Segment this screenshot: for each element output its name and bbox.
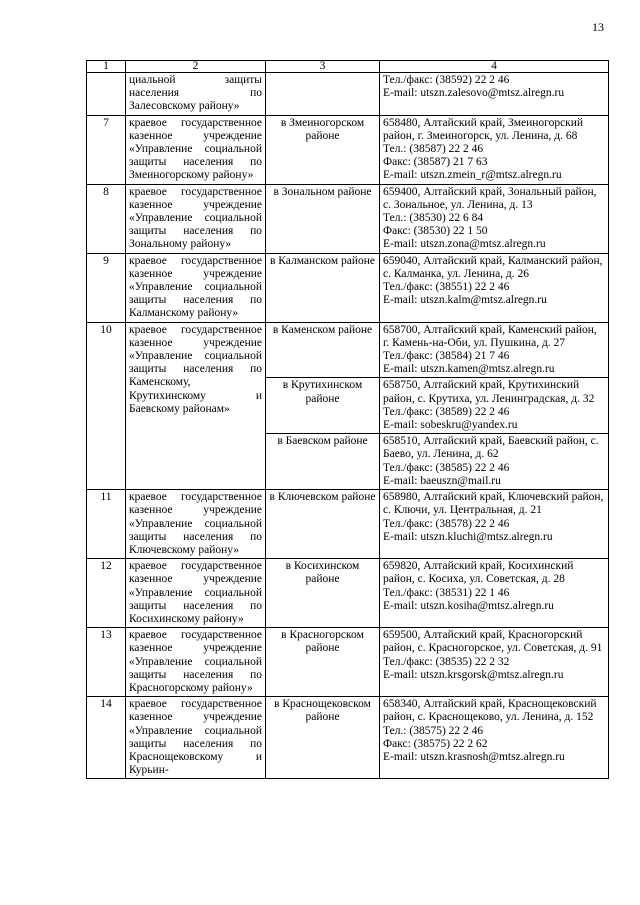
table-row <box>87 184 609 253</box>
contact-cell: Тел./факс: (38592) 22 2 46 E-mail: utszn.zalesovo@mtsz.alregn.ru <box>380 73 609 116</box>
contact-cell: 659500, Алтайский край, Красногорский район, с. Красногорское, ул. Советская, д. 91 Тел./факс: (38535) 22 2 32 E-mail: utszn.krsgorsk@mtsz.alregn.ru <box>380 628 609 697</box>
row-number-cell: 9 <box>87 253 126 322</box>
district-cell: в Краснощековском районе <box>266 697 380 779</box>
organization-cell: краевое государственное казенное учреждение «Управление социальной защиты населения по Краснощековскому и Курьин- <box>126 697 266 779</box>
column-header: 1 <box>87 61 126 73</box>
district-cell: в Змеиногорском районе <box>266 115 380 184</box>
row-number-cell: 14 <box>87 697 126 779</box>
column-header: 4 <box>380 61 609 73</box>
table-row <box>87 628 609 697</box>
district-cell: в Калманском районе <box>266 253 380 322</box>
contact-cell: 658700, Алтайский край, Каменский район, г. Камень-на-Оби, ул. Пушкина, д. 27 Тел./факс: (38584) 21 7 46 E-mail: utszn.kamen@mtsz.alregn.ru <box>380 322 609 378</box>
organization-cell: краевое государственное казенное учреждение «Управление социальной защиты населения по Красногорскому району» <box>126 628 266 697</box>
district-cell <box>266 73 380 116</box>
table-row <box>87 115 609 184</box>
table-row <box>87 253 609 322</box>
row-number-cell: 12 <box>87 559 126 628</box>
district-cell: в Каменском районе <box>266 322 380 378</box>
row-number-cell: 10 <box>87 322 126 489</box>
column-header: 3 <box>266 61 380 73</box>
column-header: 2 <box>126 61 266 73</box>
organization-cell: краевое государственное казенное учреждение «Управление социальной защиты населения по Каменскому, Крутихинскому и Баевскому районам» <box>126 322 266 489</box>
row-number-cell: 8 <box>87 184 126 253</box>
row-number-cell: 7 <box>87 115 126 184</box>
district-cell: в Ключевском районе <box>266 490 380 559</box>
contact-cell: 658480, Алтайский край, Змеиногорский район, г. Змеиногорск, ул. Ленина, д. 68 Тел.: (38587) 22 2 46 Факс: (38587) 21 7 63 E-mail: utszn.zmein_r@mtsz.alregn.ru <box>380 115 609 184</box>
organization-cell: краевое государственное казенное учреждение «Управление социальной защиты населения по Ключевскому району» <box>126 490 266 559</box>
row-number-cell: 13 <box>87 628 126 697</box>
contact-cell: 658510, Алтайский край, Баевский район, с. Баево, ул. Ленина, д. 62 Тел./факс: (38585) 22 2 46 E-mail: baeuszn@mail.ru <box>380 434 609 490</box>
contact-cell: 658750, Алтайский край, Крутихинский район, с. Крутиха, ул. Ленинградская, д. 32 Тел./факс: (38589) 22 2 46 E-mail: sobeskru@yandex.ru <box>380 378 609 434</box>
contacts-table <box>86 60 609 779</box>
table-row <box>87 490 609 559</box>
organization-cell: краевое государственное казенное учреждение «Управление социальной защиты населения по Калманскому району» <box>126 253 266 322</box>
contact-cell: 658340, Алтайский край, Краснощековский район, с. Краснощеково, ул. Ленина, д. 152 Тел.: (38575) 22 2 46 Факс: (38575) 22 2 62 E-mail: utszn.krasnosh@mtsz.alregn.ru <box>380 697 609 779</box>
row-number-cell: 11 <box>87 490 126 559</box>
table-row <box>87 322 609 378</box>
contact-cell: 659040, Алтайский край, Калманский район, с. Калманка, ул. Ленина, д. 26 Тел./факс: (38551) 22 2 46 E-mail: utszn.kalm@mtsz.alregn.ru <box>380 253 609 322</box>
district-cell: в Зональном районе <box>266 184 380 253</box>
district-cell: в Красногорском районе <box>266 628 380 697</box>
table-row <box>87 559 609 628</box>
row-number-cell <box>87 73 126 116</box>
organization-cell: краевое государственное казенное учреждение «Управление социальной защиты населения по Зональному району» <box>126 184 266 253</box>
district-cell: в Баевском районе <box>266 434 380 490</box>
table-header-row <box>87 61 609 73</box>
table-row <box>87 73 609 116</box>
contact-cell: 658980, Алтайский край, Ключевский район, с. Ключи, ул. Центральная, д. 21 Тел./факс: (38578) 22 2 46 E-mail: utszn.kluchi@mtsz.alregn.ru <box>380 490 609 559</box>
page-number: 13 <box>592 20 604 34</box>
organization-cell: циальной защиты населения по Залесовскому району» <box>126 73 266 116</box>
table-row <box>87 697 609 779</box>
contact-cell: 659820, Алтайский край, Косихинский район, с. Косиха, ул. Советская, д. 28 Тел./факс: (38531) 22 1 46 E-mail: utszn.kosiha@mtsz.alregn.ru <box>380 559 609 628</box>
district-cell: в Крутихинском районе <box>266 378 380 434</box>
district-cell: в Косихинском районе <box>266 559 380 628</box>
organization-cell: краевое государственное казенное учреждение «Управление социальной защиты населения по Косихинскому району» <box>126 559 266 628</box>
organization-cell: краевое государственное казенное учреждение «Управление социальной защиты населения по Змеиногорскому району» <box>126 115 266 184</box>
contact-cell: 659400, Алтайский край, Зональный район, с. Зональное, ул. Ленина, д. 13 Тел.: (38530) 22 6 84 Факс: (38530) 22 1 50 E-mail: utszn.zona@mtsz.alregn.ru <box>380 184 609 253</box>
